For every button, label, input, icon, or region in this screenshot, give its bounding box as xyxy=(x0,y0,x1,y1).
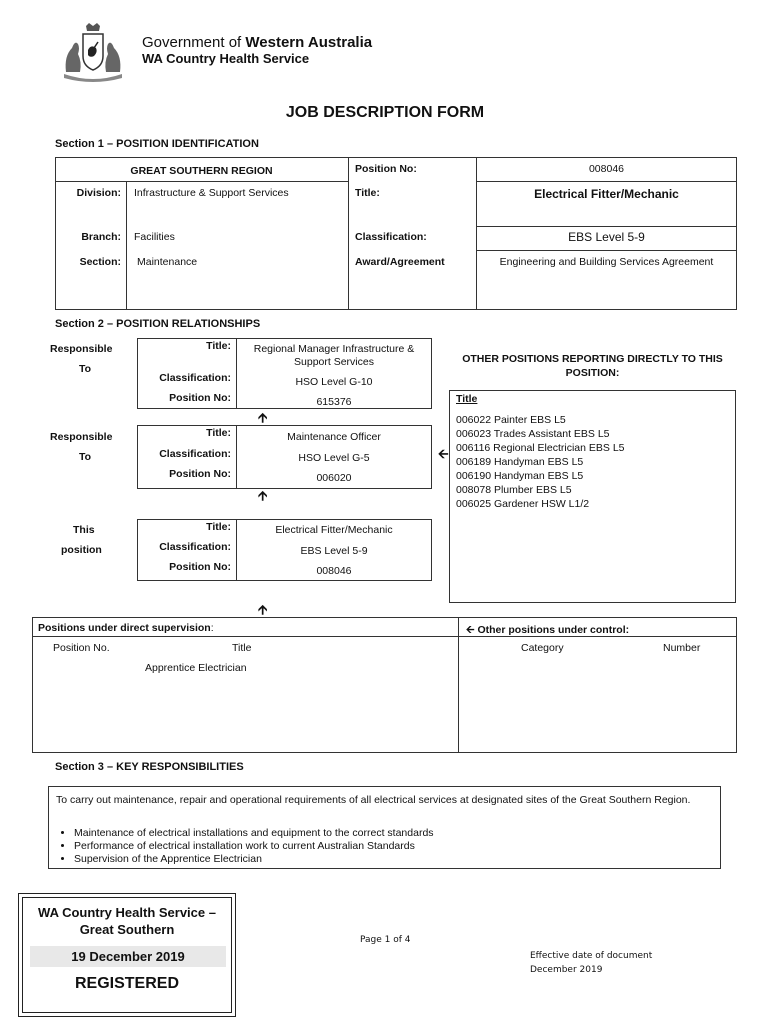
branch-label: Branch: xyxy=(81,231,121,243)
effective-date-value: December 2019 xyxy=(530,965,603,975)
award-value: Engineering and Building Services Agreement xyxy=(499,256,714,268)
responsibilities-intro: To carry out maintenance, repair and operational requirements of all electrical services at designated sites of the Great Southern Region. xyxy=(56,794,691,806)
government-name xyxy=(142,34,372,51)
position-no-value: 008046 xyxy=(588,163,625,175)
title-label: Title: xyxy=(355,187,380,199)
responsibility-item: • Supervision of the Apprentice Electrician xyxy=(74,853,706,866)
section1-heading: Section 1 – POSITION IDENTIFICATION xyxy=(55,138,259,150)
box3-classification-label: Classification: xyxy=(159,541,231,553)
responsibility-item: • Performance of electrical installation work to current Australian Standards xyxy=(74,840,706,853)
supervision-colon: : xyxy=(210,622,214,634)
stamp-line1: WA Country Health Service – xyxy=(38,905,216,920)
other-position-item: 006116 Regional Electrician EBS L5 xyxy=(456,442,625,454)
gov-bold: Western Australia xyxy=(245,34,373,51)
box1-title: Regional Manager Infrastructure & Support Services xyxy=(253,343,415,368)
other-position-item: 006189 Handyman EBS L5 xyxy=(456,456,584,468)
other-positions-list xyxy=(456,413,625,511)
other-control-text: Other positions under control: xyxy=(477,624,630,636)
page-title: JOB DESCRIPTION FORM xyxy=(285,104,485,121)
box3-position-no: 008046 xyxy=(316,565,352,577)
other-position-item: 008078 Plumber EBS L5 xyxy=(456,484,572,496)
section-label: Section: xyxy=(79,256,121,268)
left-arrow-icon: 🡨 xyxy=(438,446,449,461)
effective-date-label: Effective date of document xyxy=(530,951,653,961)
ctl-col-number: Number xyxy=(663,642,701,654)
service-name: WA Country Health Service xyxy=(142,51,310,66)
to-label-1: To xyxy=(79,363,92,375)
left-arrow-icon: 🡨 xyxy=(466,624,478,636)
box1-title-label: Title: xyxy=(206,340,231,352)
box2-classification-label: Classification: xyxy=(159,448,231,460)
page-number: Page 1 of 4 xyxy=(360,935,411,945)
box1-position-no-label: Position No: xyxy=(169,392,231,404)
responsible-label-1: Responsible xyxy=(50,343,113,355)
gov-prefix: Government of xyxy=(142,34,246,51)
section-value: Maintenance xyxy=(137,256,198,268)
title-value: Electrical Fitter/Mechanic xyxy=(534,187,679,201)
award-label: Award/Agreement xyxy=(355,256,445,268)
up-arrow-icon: 🡩 xyxy=(258,488,268,503)
branch-value: Facilities xyxy=(134,231,175,243)
stamp-status: REGISTERED xyxy=(74,975,179,992)
box1-classification: HSO Level G-10 xyxy=(295,376,373,388)
stamp-line2: Great Southern xyxy=(79,922,175,937)
responsible-label-2: Responsible xyxy=(50,431,113,443)
box3-title: Electrical Fitter/Mechanic xyxy=(275,524,393,536)
other-position-item: 006022 Painter EBS L5 xyxy=(456,414,566,426)
section3-heading: Section 3 – KEY RESPONSIBILITIES xyxy=(55,761,244,773)
box2-title: Maintenance Officer xyxy=(287,431,381,443)
position-no-label: Position No: xyxy=(355,163,417,175)
box2-position-no: 006020 xyxy=(316,472,352,484)
sup-col-position: Position No. xyxy=(53,642,110,654)
to-label-2: To xyxy=(79,451,92,463)
position-label: position xyxy=(61,544,102,556)
region-label: GREAT SOUTHERN REGION xyxy=(130,165,273,177)
other-position-item: 006190 Handyman EBS L5 xyxy=(456,470,584,482)
up-arrow-icon: 🡩 xyxy=(258,602,268,617)
ctl-col-category: Category xyxy=(521,642,564,654)
wa-crest-logo xyxy=(58,22,128,84)
classification-value: EBS Level 5-9 xyxy=(568,230,645,244)
responsibilities-list xyxy=(56,827,706,866)
box3-position-no-label: Position No: xyxy=(169,561,231,573)
sup-row-title: Apprentice Electrician xyxy=(145,662,247,674)
box3-title-label: Title: xyxy=(206,521,231,533)
other-positions-title-label: Title xyxy=(456,393,478,405)
other-position-item: 006025 Gardener HSW L1/2 xyxy=(456,498,590,510)
box2-classification: HSO Level G-5 xyxy=(298,452,370,464)
box2-position-no-label: Position No: xyxy=(169,468,231,480)
other-position-item: 006023 Trades Assistant EBS L5 xyxy=(456,428,610,440)
sup-col-title: Title xyxy=(232,642,252,654)
this-label: This xyxy=(73,524,95,536)
supervision-label-text: Positions under direct supervision xyxy=(38,622,211,634)
supervision-table xyxy=(32,617,737,753)
responsibility-item: • Maintenance of electrical installations and equipment to the correct standards xyxy=(74,827,706,840)
division-value: Infrastructure & Support Services xyxy=(134,187,289,199)
box3-classification: EBS Level 5-9 xyxy=(300,545,368,557)
up-arrow-icon: 🡩 xyxy=(258,410,268,425)
section2-heading: Section 2 – POSITION RELATIONSHIPS xyxy=(55,318,261,330)
box1-position-no: 615376 xyxy=(316,396,352,408)
division-label: Division: xyxy=(76,187,121,199)
other-control-label xyxy=(466,622,629,640)
box2-title-label: Title: xyxy=(206,427,231,439)
box1-classification-label: Classification: xyxy=(159,372,231,384)
other-positions-heading: OTHER POSITIONS REPORTING DIRECTLY TO THIS POSITION: xyxy=(462,353,723,379)
classification-label: Classification: xyxy=(355,231,427,243)
supervision-label xyxy=(38,622,214,634)
stamp-date: 19 December 2019 xyxy=(30,946,226,967)
